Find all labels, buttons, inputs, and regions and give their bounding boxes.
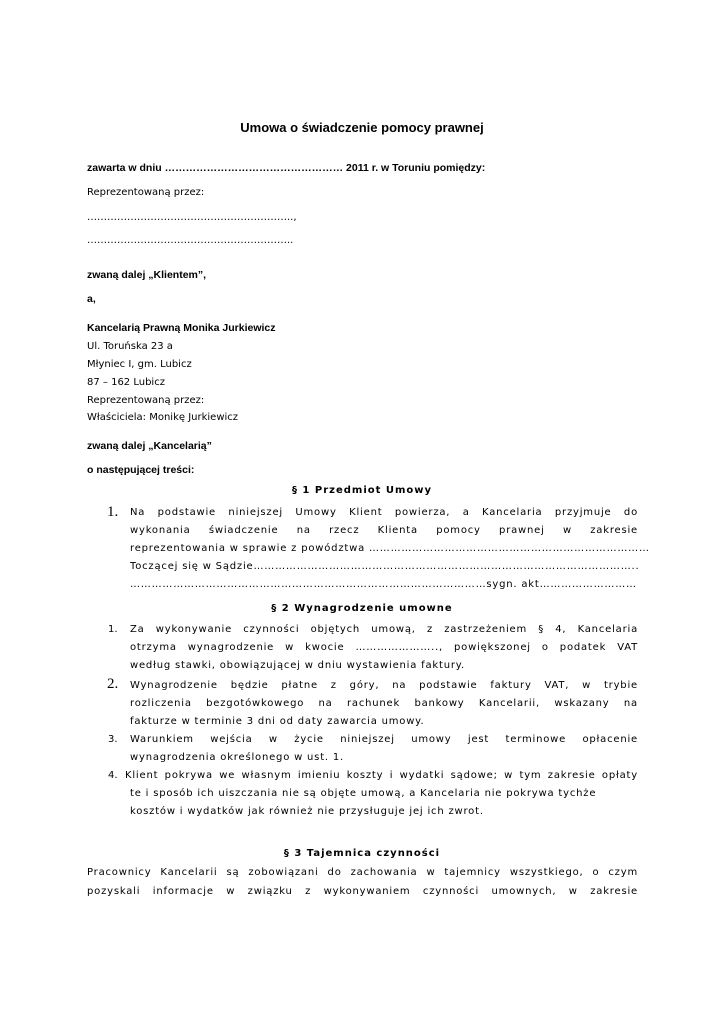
section-2-item-number: 4. — [108, 770, 118, 781]
section-3-line: Pracownicy Kancelarii są zobowiązani do zachowania w tajemnicy wszystkiego, o czym — [87, 867, 638, 878]
concluded-line: zawarta w dniu …………………………………………… 2011 r. w Toruniu pomiędzy: — [87, 162, 486, 174]
section-2-heading: § 2 Wynagrodzenie umowne — [271, 603, 453, 614]
section-2-item-number: 1. — [108, 624, 118, 635]
section-2-item-number: 3. — [108, 734, 118, 745]
section-2-line: wynagrodzenia określonego w ust. 1. — [130, 752, 345, 763]
section-2-line: według stawki, obowiązującej w dniu wystawienia faktury. — [130, 660, 466, 671]
document-title: Umowa o świadczenie pomocy prawnej — [240, 120, 484, 135]
firm-postal: 87 – 162 Lubicz — [87, 377, 165, 388]
firm-owner: Właściciela: Monikę Jurkiewicz — [87, 412, 239, 423]
section-2-line: Warunkiem wejścia w życie niniejszej umowy jest terminowe opłacenie — [130, 734, 638, 745]
section-1-line: wykonania świadczenie na rzecz Klienta pomocy prawnej w zakresie — [130, 525, 638, 536]
section-3-heading: § 3 Tajemnica czynności — [283, 848, 441, 859]
section-1-line: Na podstawie niniejszej Umowy Klient powierza, a Kancelaria przyjmuje do — [130, 507, 638, 518]
represented-by-label: Reprezentowaną przez: — [87, 187, 205, 198]
section-2-item-number: 2. — [107, 676, 119, 692]
section-2-line: fakturze w terminie 3 dni od daty zawarcia umowy. — [130, 716, 425, 727]
client-dots-line-2: …………………………………………………….. — [87, 235, 294, 246]
section-2-line: otrzyma wynagrodzenie w kwocie ………………….., powiększonej o podatek VAT — [130, 642, 638, 653]
section-2-line: kosztów i wydatków jak również nie przysługuje jej ich zwrot. — [130, 806, 484, 817]
section-1-line: reprezentowania w sprawie z powództwa …………………………………………………………………… — [130, 543, 650, 554]
section-2-line: Za wykonywanie czynności objętych umową, z zastrzeżeniem § 4, Kancelaria — [130, 624, 638, 635]
section-1-line: ………………………………………………………………………………………sygn. akt……………………… — [130, 579, 637, 590]
section-2-line: Klient pokrywa we własnym imieniu koszty i wydatki sądowe; w tym zakresie opłaty — [125, 770, 638, 781]
firm-name: Kancelarią Prawną Monika Jurkiewicz — [87, 322, 276, 334]
and-line: a, — [87, 293, 96, 305]
firm-street: Ul. Toruńska 23 a — [87, 341, 173, 352]
section-2-line: Wynagrodzenie będzie płatne z góry, na podstawie faktury VAT, w trybie — [130, 680, 638, 691]
firm-named-line: zwaną dalej „Kancelarią” — [87, 440, 212, 452]
section-2-line: te i sposób ich uiszczania nie są objęte umową, a Kancelaria nie pokrywa tychże — [130, 788, 597, 799]
section-3-line: pozyskali informacje w związku z wykonywaniem czynności umownych, w zakresie — [87, 886, 638, 897]
represented-by-label-2: Reprezentowaną przez: — [87, 395, 205, 406]
client-named-line: zwaną dalej „Klientem”, — [87, 269, 207, 281]
firm-town: Młyniec I, gm. Lubicz — [87, 359, 192, 370]
section-2-line: rozliczenia bezgotówkowego na rachunek bankowy Kancelarii, wskazany na — [130, 698, 638, 709]
client-dots-line-1: …………………………………………………….., — [87, 212, 297, 223]
section-1-line: Toczącej się w Sądzie…………………………………………………………………………………………….. — [130, 561, 640, 572]
section-1-item-number: 1. — [107, 504, 119, 520]
following-line: o następującej treści: — [87, 464, 195, 476]
section-1-heading: § 1 Przedmiot Umowy — [291, 485, 433, 496]
